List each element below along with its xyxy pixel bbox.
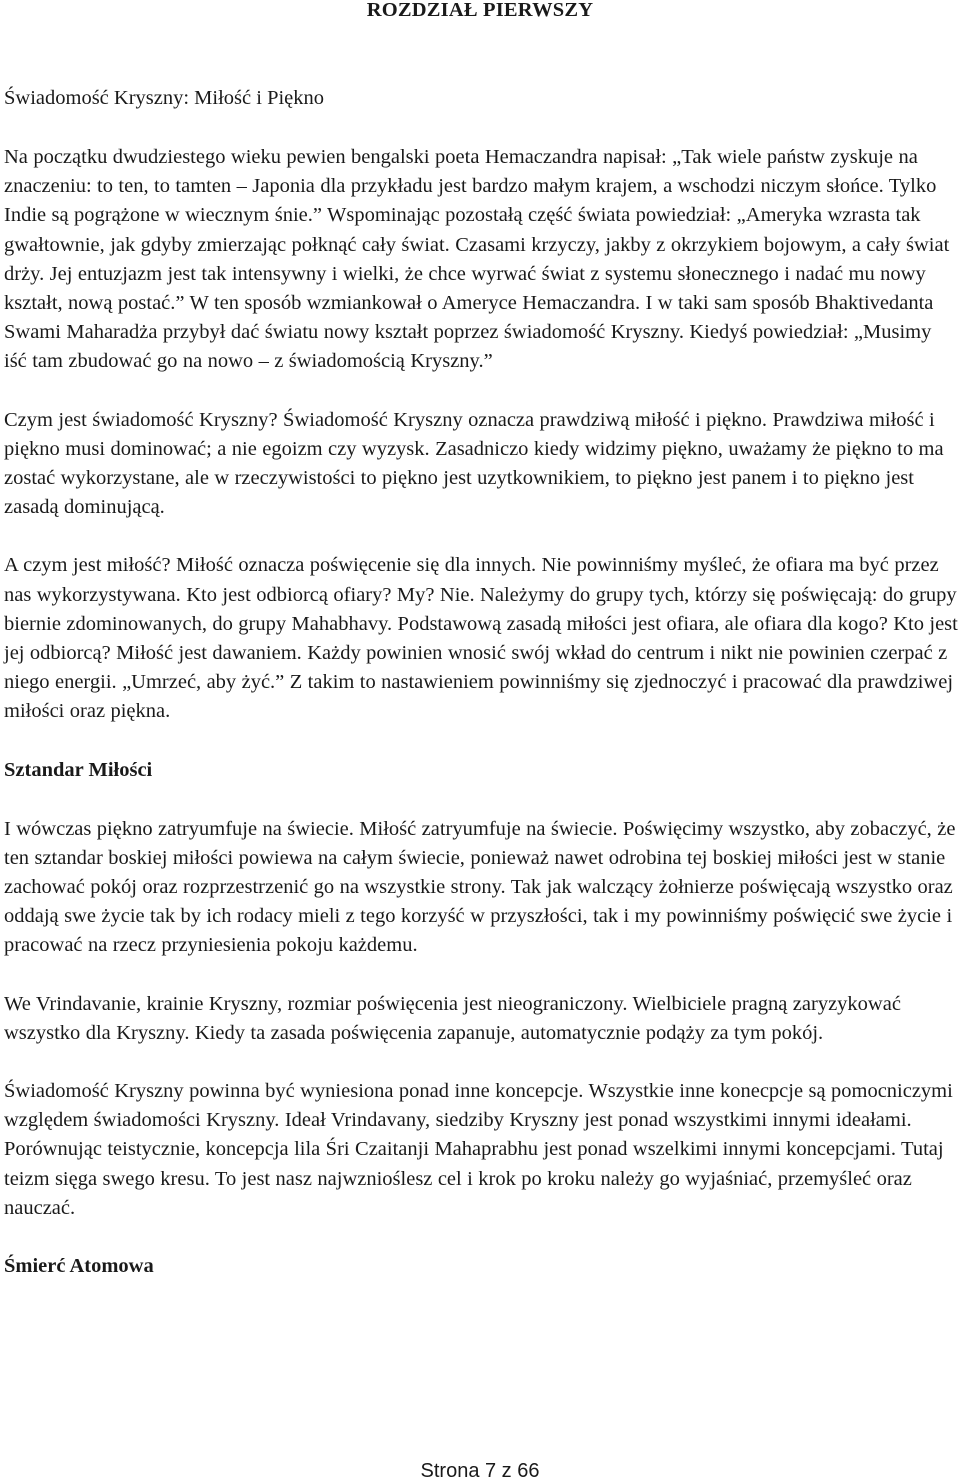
paragraph: Na początku dwudziestego wieku pewien bengalski poeta Hemaczandra napisał: „Tak wiele państw zyskuje na znaczeniu: to ten, to tamten – Japonia dla przykładu jest bardzo małym krajem, a wschodzi niczym słońce. Tylko Indie są pogrążone w wiecznym śnie.” Wspominając pozostałą część świata powiedział: „Ameryka wzrasta tak gwałtownie, jak gdyby zmierzając połknąć cały świat. Czasami krzyczy, jakby z okrzykiem bojowym, a cały świat drży. Jej entuzjazm jest tak intensywny i wielki, że chce wyrwać świat z systemu słonecznego i nadać mu nowy kształt, nową postać.” W ten sposób wzmiankował o Ameryce Hemaczandra. I w taki sam sposób Bhaktivedanta Swami Maharadża przybył dać światu nowy kształt poprzez świadomość Kryszny. Kiedyś powiedział: „Musimy iść tam zbudować go na nowo – z świadomością Kryszny.” — [4, 146, 950, 373]
subheading-sztandar: Sztandar Miłości — [4, 758, 153, 781]
paragraph: We Vrindavanie, krainie Kryszny, rozmiar poświęcenia jest nieograniczony. Wielbiciele pragną zaryzykować wszystko dla Kryszny. Kiedy ta zasada poświęcenia zapanuje, automatycznie podąży za tym pokój. — [4, 992, 901, 1044]
document-body — [4, 84, 958, 1281]
subheading-smierc: Śmierć Atomowa — [4, 1255, 154, 1278]
chapter-title: ROZDZIAŁ PIERWSZY — [366, 0, 594, 21]
paragraph: A czym jest miłość? Miłość oznacza poświęcenie się dla innych. Nie powinniśmy myśleć, że ofiara ma być przez nas wykorzystywana. Kto jest odbiorcą ofiary? My? Nie. Należymy do grupy tych, którzy się poświęcają: do grupy biernie zdominowanych, do grupy Mahabhavy. Podstawową zasadą miłości jest ofiara, ale ofiara dla kogo? Kto jest jej odbiorcą? Miłość jest dawaniem. Każdy powinien wnosić swój wkład do centrum i nikt nie powinien czerpać z niego energii. „Umrzeć, aby żyć.” Z takim to nastawieniem powinniśmy się zjednoczyć i pracować dla prawdziwej miłości oraz piękna. — [4, 554, 958, 723]
paragraph: Świadomość Kryszny powinna być wyniesiona ponad inne koncepcje. Wszystkie inne konecpcje są pomocniczymi względem świadomości Kryszny. Ideał Vrindavany, siedziby Kryszny jest ponad wszystkimi innymi ideałami. Porównując teistycznie, koncepcja lila Śri Czaitanji Mahaprabhu jest ponad wszelkimi innymi koncepcjami. Tutaj teizm sięga swego kresu. To jest nasz najwznioślesz cel i krok po kroku należy go wyjaśniać, przemyśleć oraz nauczać. — [4, 1080, 953, 1219]
paragraph: Czym jest świadomość Kryszny? Świadomość Kryszny oznacza prawdziwą miłość i piękno. Prawdziwa miłość i piękno musi dominować; a nie egoizm czy wyzysk. Zasadniczo kiedy widzimy piękno, uważamy że piękno to ma zostać wykorzystane, ale w rzeczywistości to piękno jest uzytkownikiem, to piękno jest panem i to piękno jest zasadą dominującą. — [4, 408, 944, 519]
paragraph: I wówczas piękno zatryumfuje na świecie. Miłość zatryumfuje na świecie. Poświęcimy wszystko, aby zobaczyć, że ten sztandar boskiej miłości powiewa na całym świecie, ponieważ nawet odrobina tej boskiej miłości jest w stanie zachować pokój oraz rozprzestrzenić go na wszystkie strony. Tak jak walczący żołnierze poświęcają wszystko oraz oddają swe życie tak by ich rodacy mieli z tego korzyść w przyszłości, tak i my powinniśmy poświęcić swe życie i pracować na rzecz przyniesienia pokoju każdemu. — [4, 817, 956, 957]
page-number-footer: Strona 7 z 66 — [420, 1460, 540, 1482]
section-title: Świadomość Kryszny: Miłość i Piękno — [4, 87, 325, 109]
